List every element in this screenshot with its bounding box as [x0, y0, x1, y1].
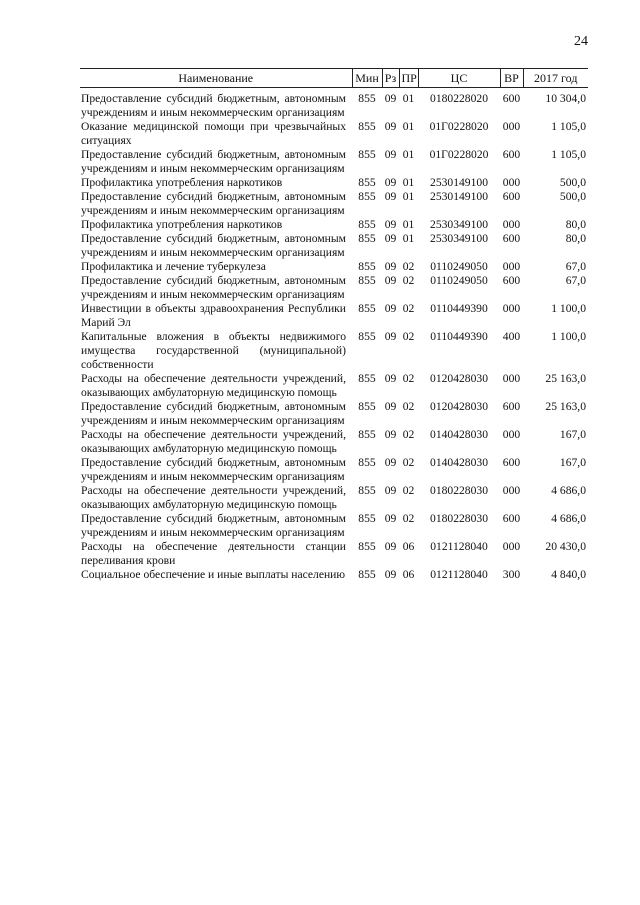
- table-row: [80, 260, 588, 274]
- cell-vr: 000: [502, 372, 521, 385]
- cell-name: Предоставление субсидий бюджетным, автономным учреждениям и иным некоммерческим организациям: [81, 148, 346, 175]
- cell-pr: 02: [402, 512, 415, 525]
- cell-cs: 0121128040: [430, 540, 488, 553]
- cell-rz: 09: [384, 190, 397, 203]
- cell-min: 855: [358, 372, 376, 385]
- cell-min: 855: [358, 428, 376, 441]
- cell-cs: 0120428030: [430, 372, 488, 385]
- cell-rz: 09: [384, 302, 397, 315]
- table-row: [80, 400, 588, 428]
- cell-min: 855: [358, 302, 376, 315]
- cell-name: Профилактика и лечение туберкулеза: [81, 260, 266, 273]
- cell-rz: 09: [384, 372, 397, 385]
- cell-vr: 600: [502, 456, 521, 469]
- cell-name: Профилактика употребления наркотиков: [81, 176, 283, 189]
- cell-min: 855: [358, 92, 376, 105]
- cell-cs: 2530149100: [430, 190, 488, 203]
- cell-vr: 000: [502, 218, 521, 231]
- table-row: [80, 540, 588, 568]
- cell-name: Предоставление субсидий бюджетным, автономным учреждениям и иным некоммерческим организациям: [81, 92, 346, 119]
- cell-sum: 4 686,0: [551, 484, 586, 497]
- table-row: [80, 120, 588, 148]
- cell-cs: 0110249050: [430, 260, 488, 273]
- table-row: [80, 330, 588, 372]
- cell-cs: 01Г0228020: [429, 120, 489, 133]
- cell-vr: 600: [502, 190, 521, 203]
- header-name: Наименование: [80, 69, 352, 88]
- cell-sum: 4 840,0: [551, 568, 586, 581]
- cell-vr: 600: [502, 92, 521, 105]
- cell-rz: 09: [384, 218, 397, 231]
- table-row: [80, 456, 588, 484]
- cell-cs: 0121128040: [430, 568, 488, 581]
- cell-rz: 09: [384, 260, 397, 273]
- cell-vr: 000: [502, 302, 521, 315]
- cell-vr: 000: [502, 120, 521, 133]
- cell-cs: 0120428030: [430, 400, 488, 413]
- cell-vr: 000: [502, 540, 521, 553]
- cell-rz: 09: [384, 330, 397, 343]
- header-min: Мин: [352, 69, 382, 88]
- cell-sum: 1 100,0: [551, 330, 586, 343]
- cell-rz: 09: [384, 568, 397, 581]
- cell-cs: 0110449390: [430, 330, 488, 343]
- cell-pr: 02: [402, 260, 415, 273]
- cell-sum: 20 430,0: [545, 540, 586, 553]
- cell-rz: 09: [384, 428, 397, 441]
- header-cs: ЦС: [418, 69, 500, 88]
- cell-min: 855: [358, 512, 376, 525]
- cell-min: 855: [358, 484, 376, 497]
- cell-pr: 06: [402, 540, 415, 553]
- cell-cs: 2530149100: [430, 176, 488, 189]
- cell-vr: 000: [502, 484, 521, 497]
- table-row: [80, 302, 588, 330]
- cell-rz: 09: [384, 456, 397, 469]
- cell-vr: 600: [502, 512, 521, 525]
- cell-min: 855: [358, 120, 376, 133]
- table-row: [80, 274, 588, 302]
- table-row: [80, 568, 588, 582]
- page-number: 24: [574, 34, 588, 49]
- cell-name: Предоставление субсидий бюджетным, автономным учреждениям и иным некоммерческим организациям: [81, 274, 346, 301]
- cell-rz: 09: [384, 92, 397, 105]
- cell-vr: 600: [502, 232, 521, 245]
- cell-cs: 0180228030: [430, 484, 488, 497]
- cell-pr: 02: [402, 484, 415, 497]
- cell-cs: 0140428030: [430, 428, 488, 441]
- cell-rz: 09: [384, 232, 397, 245]
- cell-name: Социальное обеспечение и иные выплаты населению: [81, 568, 346, 581]
- cell-sum: 80,0: [565, 232, 586, 245]
- cell-sum: 1 105,0: [551, 120, 586, 133]
- cell-sum: 67,0: [565, 274, 586, 287]
- cell-sum: 10 304,0: [545, 92, 586, 105]
- cell-pr: 02: [402, 274, 415, 287]
- cell-name: Профилактика употребления наркотиков: [81, 218, 283, 231]
- cell-pr: 01: [402, 120, 415, 133]
- cell-sum: 167,0: [559, 456, 586, 469]
- cell-sum: 25 163,0: [545, 400, 586, 413]
- cell-name: Расходы на обеспечение деятельности учреждений, оказывающих амбулаторную медицинскую помощь: [81, 428, 346, 455]
- header-row: [80, 69, 588, 88]
- cell-vr: 600: [502, 148, 521, 161]
- cell-pr: 02: [402, 302, 415, 315]
- cell-vr: 600: [502, 400, 521, 413]
- cell-min: 855: [358, 274, 376, 287]
- cell-min: 855: [358, 190, 376, 203]
- table-row: [80, 232, 588, 260]
- cell-min: 855: [358, 218, 376, 231]
- table-row: [80, 512, 588, 540]
- cell-rz: 09: [384, 540, 397, 553]
- cell-vr: 300: [502, 568, 521, 581]
- cell-rz: 09: [384, 400, 397, 413]
- cell-pr: 02: [402, 400, 415, 413]
- cell-rz: 09: [384, 176, 397, 189]
- cell-name: Инвестиции в объекты здравоохранения Республики Марий Эл: [81, 302, 346, 329]
- cell-pr: 01: [402, 218, 415, 231]
- table-row: [80, 218, 588, 232]
- table-row: [80, 176, 588, 190]
- cell-cs: 0180228020: [430, 92, 488, 105]
- budget-table: [80, 68, 588, 582]
- cell-min: 855: [358, 148, 376, 161]
- cell-cs: 2530349100: [430, 232, 488, 245]
- table-row: [80, 428, 588, 456]
- cell-rz: 09: [384, 274, 397, 287]
- cell-sum: 167,0: [559, 428, 586, 441]
- cell-cs: 2530349100: [430, 218, 488, 231]
- table-row: [80, 372, 588, 400]
- cell-name: Предоставление субсидий бюджетным, автономным учреждениям и иным некоммерческим организациям: [81, 232, 346, 259]
- cell-name: Оказание медицинской помощи при чрезвычайных ситуациях: [81, 120, 346, 147]
- cell-name: Предоставление субсидий бюджетным, автономным учреждениям и иным некоммерческим организациям: [81, 456, 346, 483]
- cell-min: 855: [358, 568, 376, 581]
- cell-name: Расходы на обеспечение деятельности учреждений, оказывающих амбулаторную медицинскую помощь: [81, 484, 346, 511]
- budget-table-container: [80, 68, 588, 582]
- table-row: [80, 148, 588, 176]
- cell-pr: 06: [402, 568, 415, 581]
- cell-sum: 4 686,0: [551, 512, 586, 525]
- cell-cs: 0140428030: [430, 456, 488, 469]
- cell-name: Расходы на обеспечение деятельности станции переливания крови: [81, 540, 346, 567]
- cell-pr: 01: [402, 232, 415, 245]
- header-sum: 2017 год: [523, 69, 588, 88]
- cell-pr: 01: [402, 92, 415, 105]
- cell-cs: 0180228030: [430, 512, 488, 525]
- cell-pr: 01: [402, 190, 415, 203]
- cell-name: Предоставление субсидий бюджетным, автономным учреждениям и иным некоммерческим организациям: [81, 400, 346, 427]
- cell-rz: 09: [384, 120, 397, 133]
- table-header: [80, 69, 588, 88]
- table-row: [80, 484, 588, 512]
- cell-vr: 000: [502, 176, 521, 189]
- cell-sum: 25 163,0: [545, 372, 586, 385]
- header-pr: ПР: [399, 69, 418, 88]
- cell-cs: 01Г0228020: [429, 148, 489, 161]
- cell-rz: 09: [384, 512, 397, 525]
- cell-min: 855: [358, 456, 376, 469]
- table-body: [80, 88, 588, 583]
- cell-pr: 02: [402, 372, 415, 385]
- cell-rz: 09: [384, 484, 397, 497]
- cell-pr: 02: [402, 428, 415, 441]
- cell-sum: 500,0: [559, 190, 586, 203]
- cell-pr: 01: [402, 176, 415, 189]
- cell-sum: 80,0: [565, 218, 586, 231]
- cell-vr: 600: [502, 274, 521, 287]
- cell-sum: 500,0: [559, 176, 586, 189]
- cell-rz: 09: [384, 148, 397, 161]
- cell-min: 855: [358, 232, 376, 245]
- cell-cs: 0110449390: [430, 302, 488, 315]
- cell-min: 855: [358, 176, 376, 189]
- cell-min: 855: [358, 400, 376, 413]
- table-row: [80, 190, 588, 218]
- cell-pr: 02: [402, 330, 415, 343]
- cell-vr: 000: [502, 260, 521, 273]
- cell-name: Капитальные вложения в объекты недвижимого имущества государственной (муниципальной) собственности: [81, 330, 346, 371]
- cell-pr: 01: [402, 148, 415, 161]
- cell-min: 855: [358, 260, 376, 273]
- cell-name: Предоставление субсидий бюджетным, автономным учреждениям и иным некоммерческим организациям: [81, 190, 346, 217]
- cell-sum: 67,0: [565, 260, 586, 273]
- cell-vr: 000: [502, 428, 521, 441]
- cell-sum: 1 100,0: [551, 302, 586, 315]
- header-vr: ВР: [500, 69, 523, 88]
- cell-min: 855: [358, 330, 376, 343]
- table-row: [80, 92, 588, 120]
- cell-min: 855: [358, 540, 376, 553]
- cell-pr: 02: [402, 456, 415, 469]
- cell-vr: 400: [502, 330, 521, 343]
- cell-sum: 1 105,0: [551, 148, 586, 161]
- cell-name: Предоставление субсидий бюджетным, автономным учреждениям и иным некоммерческим организациям: [81, 512, 346, 539]
- cell-name: Расходы на обеспечение деятельности учреждений, оказывающих амбулаторную медицинскую помощь: [81, 372, 346, 399]
- header-rz: Рз: [382, 69, 399, 88]
- cell-cs: 0110249050: [430, 274, 488, 287]
